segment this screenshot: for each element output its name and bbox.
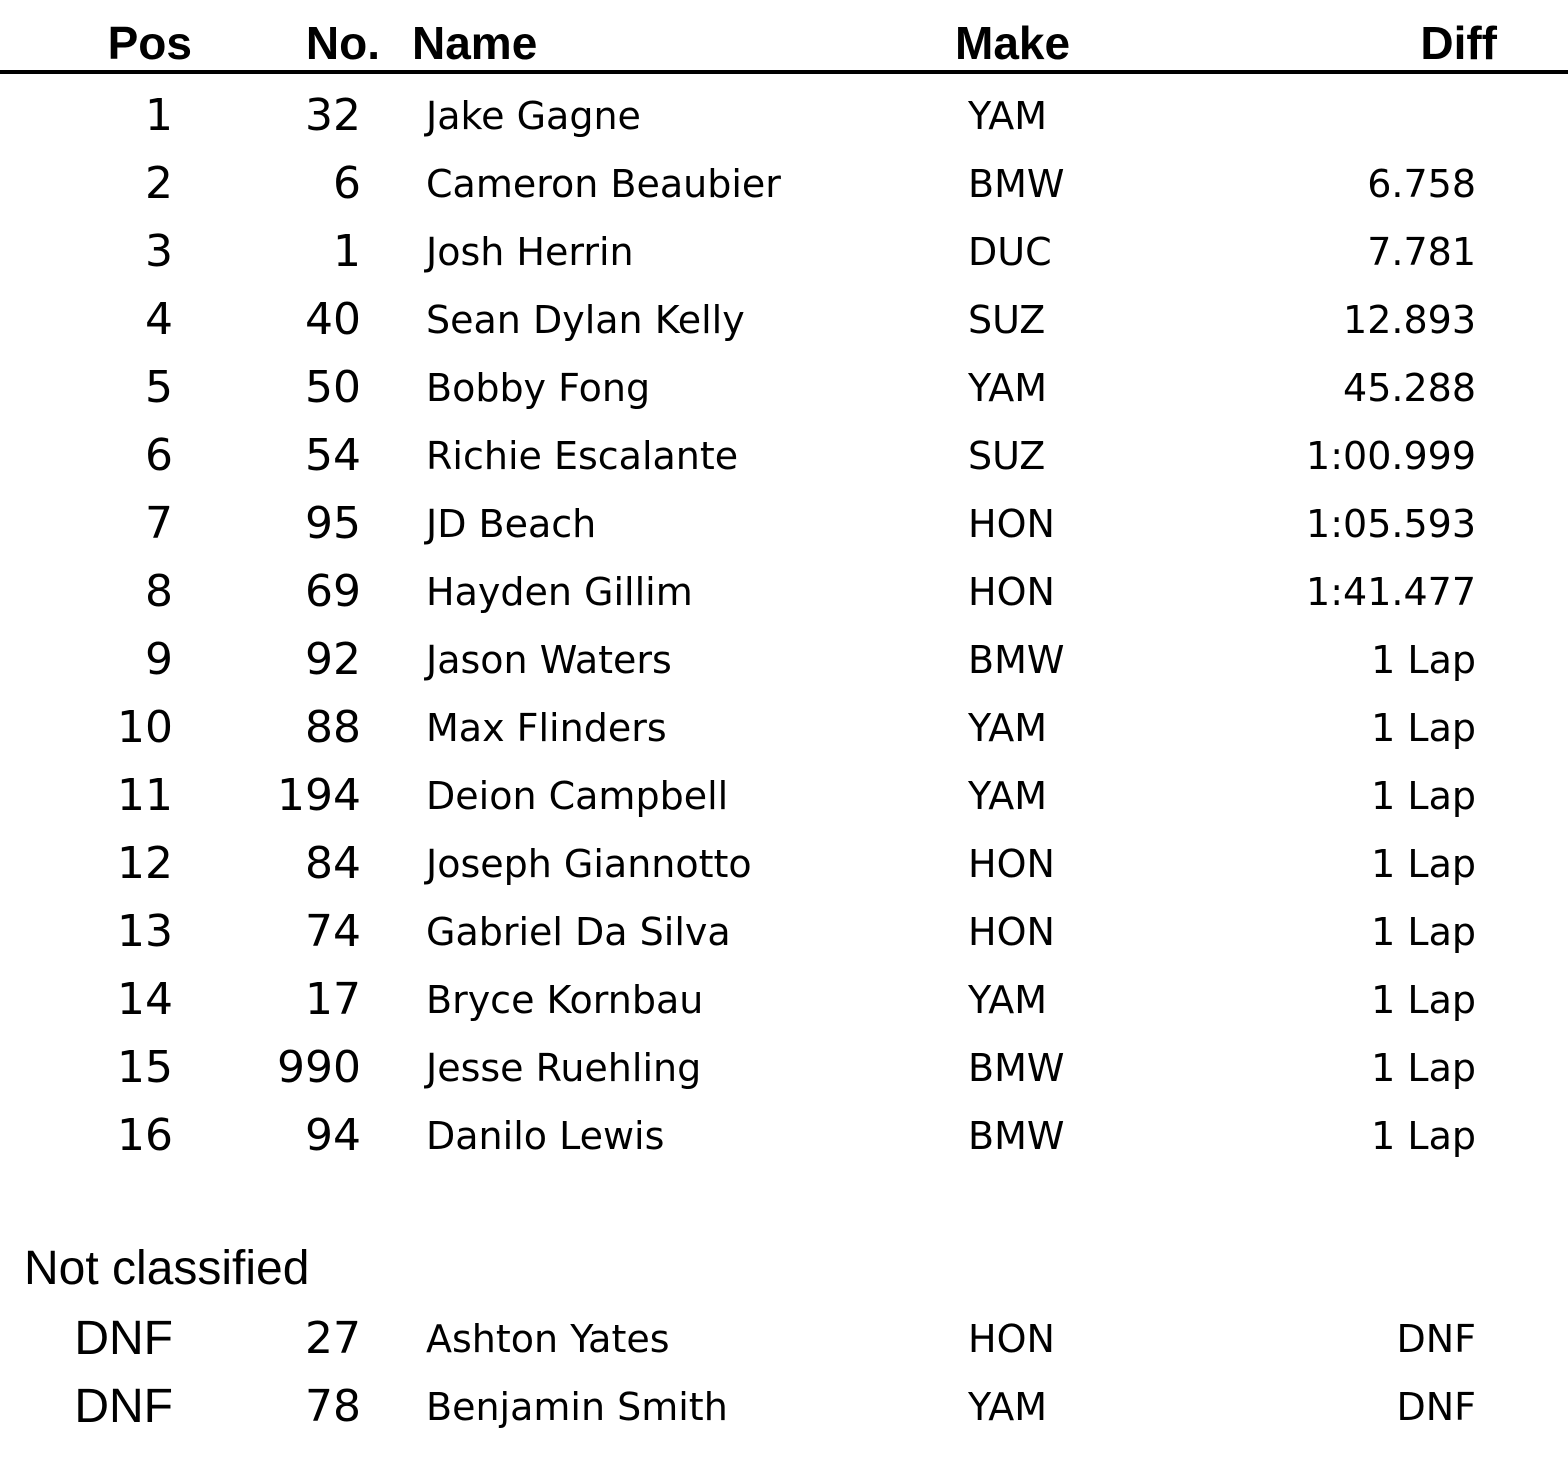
row-rider-name: Josh Herrin bbox=[426, 230, 634, 274]
row-make: YAM bbox=[968, 706, 1048, 750]
row-make: DUC bbox=[968, 230, 1052, 274]
row-rider-name: Gabriel Da Silva bbox=[426, 910, 731, 954]
row-make: BMW bbox=[968, 1046, 1065, 1090]
table-row bbox=[0, 898, 1568, 966]
row-number: 27 bbox=[305, 1313, 361, 1364]
row-pos: 12 bbox=[117, 838, 173, 889]
row-make: BMW bbox=[968, 1114, 1065, 1158]
row-diff: DNF bbox=[1396, 1317, 1476, 1361]
row-rider-name: Richie Escalante bbox=[426, 434, 739, 478]
table-row bbox=[0, 1305, 1568, 1373]
row-rider-name: Danilo Lewis bbox=[426, 1114, 665, 1158]
row-make: HON bbox=[968, 842, 1055, 886]
row-diff: 45.288 bbox=[1343, 366, 1476, 410]
table-row bbox=[0, 354, 1568, 422]
row-rider-name: Deion Campbell bbox=[426, 774, 729, 818]
row-make: SUZ bbox=[968, 298, 1046, 342]
row-rider-name: Jake Gagne bbox=[426, 94, 641, 138]
row-number: 92 bbox=[305, 634, 361, 685]
header-pos: Pos bbox=[107, 17, 192, 69]
row-number: 990 bbox=[277, 1042, 361, 1093]
row-rider-name: Ashton Yates bbox=[426, 1317, 670, 1361]
row-diff: 1 Lap bbox=[1371, 706, 1476, 750]
table-row bbox=[0, 1373, 1568, 1441]
row-number: 94 bbox=[305, 1110, 361, 1161]
row-pos: 8 bbox=[145, 566, 173, 617]
row-diff: 1:05.593 bbox=[1306, 502, 1476, 546]
row-pos: 1 bbox=[145, 90, 173, 141]
table-row bbox=[0, 286, 1568, 354]
row-pos: 2 bbox=[145, 158, 173, 209]
row-diff: 12.893 bbox=[1343, 298, 1476, 342]
table-row bbox=[0, 830, 1568, 898]
row-pos: 10 bbox=[117, 702, 173, 753]
row-pos: 5 bbox=[145, 362, 173, 413]
row-rider-name: JD Beach bbox=[426, 502, 597, 546]
row-rider-name: Hayden Gillim bbox=[426, 570, 693, 614]
row-make: SUZ bbox=[968, 434, 1046, 478]
row-make: HON bbox=[968, 910, 1055, 954]
row-number: 95 bbox=[305, 498, 361, 549]
row-pos: 15 bbox=[117, 1042, 173, 1093]
row-number: 74 bbox=[305, 906, 361, 957]
row-pos: 3 bbox=[145, 226, 173, 277]
row-number: 40 bbox=[305, 294, 361, 345]
row-rider-name: Benjamin Smith bbox=[426, 1385, 728, 1429]
row-make: YAM bbox=[968, 1385, 1048, 1429]
row-make: YAM bbox=[968, 94, 1048, 138]
row-make: HON bbox=[968, 570, 1055, 614]
row-rider-name: Joseph Giannotto bbox=[426, 842, 752, 886]
row-pos: DNF bbox=[74, 1380, 173, 1433]
row-diff: 1 Lap bbox=[1371, 1114, 1476, 1158]
table-header bbox=[0, 0, 1568, 74]
not-classified-title: Not classified bbox=[24, 1242, 310, 1295]
row-diff: 1 Lap bbox=[1371, 1046, 1476, 1090]
row-number: 32 bbox=[305, 90, 361, 141]
row-number: 50 bbox=[305, 362, 361, 413]
row-number: 54 bbox=[305, 430, 361, 481]
header-name: Name bbox=[412, 17, 538, 69]
table-row bbox=[0, 422, 1568, 490]
row-make: YAM bbox=[968, 978, 1048, 1022]
row-rider-name: Jason Waters bbox=[426, 638, 672, 682]
row-make: HON bbox=[968, 502, 1055, 546]
row-number: 6 bbox=[333, 158, 361, 209]
row-diff: 6.758 bbox=[1367, 162, 1476, 206]
row-make: BMW bbox=[968, 638, 1065, 682]
row-diff: 1 Lap bbox=[1371, 638, 1476, 682]
row-diff: 1:00.999 bbox=[1306, 434, 1476, 478]
row-rider-name: Cameron Beaubier bbox=[426, 162, 781, 206]
row-pos: 13 bbox=[117, 906, 173, 957]
row-make: YAM bbox=[968, 774, 1048, 818]
row-number: 78 bbox=[305, 1381, 361, 1432]
table-row bbox=[0, 1034, 1568, 1102]
row-number: 194 bbox=[277, 770, 361, 821]
row-pos: DNF bbox=[74, 1312, 173, 1365]
row-diff: DNF bbox=[1396, 1385, 1476, 1429]
row-pos: 9 bbox=[145, 634, 173, 685]
header-make: Make bbox=[955, 17, 1071, 69]
table-row bbox=[0, 150, 1568, 218]
row-rider-name: Jesse Ruehling bbox=[426, 1046, 702, 1090]
table-row bbox=[0, 694, 1568, 762]
row-pos: 14 bbox=[117, 974, 173, 1025]
row-pos: 7 bbox=[145, 498, 173, 549]
table-row bbox=[0, 762, 1568, 830]
header-no: No. bbox=[305, 17, 380, 69]
row-rider-name: Bobby Fong bbox=[426, 366, 651, 410]
row-rider-name: Max Flinders bbox=[426, 706, 667, 750]
table-row bbox=[0, 966, 1568, 1034]
row-pos: 11 bbox=[117, 770, 173, 821]
row-pos: 16 bbox=[117, 1110, 173, 1161]
row-rider-name: Bryce Kornbau bbox=[426, 978, 704, 1022]
row-number: 88 bbox=[305, 702, 361, 753]
row-number: 17 bbox=[305, 974, 361, 1025]
row-diff: 1 Lap bbox=[1371, 842, 1476, 886]
row-make: BMW bbox=[968, 162, 1065, 206]
table-row bbox=[0, 82, 1568, 150]
row-pos: 6 bbox=[145, 430, 173, 481]
table-row bbox=[0, 626, 1568, 694]
row-number: 84 bbox=[305, 838, 361, 889]
row-make: YAM bbox=[968, 366, 1048, 410]
row-diff: 1:41.477 bbox=[1306, 570, 1476, 614]
row-diff: 7.781 bbox=[1367, 230, 1476, 274]
row-diff: 1 Lap bbox=[1371, 910, 1476, 954]
row-rider-name: Sean Dylan Kelly bbox=[426, 298, 745, 342]
row-number: 1 bbox=[333, 226, 361, 277]
row-make: HON bbox=[968, 1317, 1055, 1361]
header-diff: Diff bbox=[1420, 17, 1497, 69]
row-pos: 4 bbox=[145, 294, 173, 345]
row-number: 69 bbox=[305, 566, 361, 617]
row-diff: 1 Lap bbox=[1371, 978, 1476, 1022]
table-row bbox=[0, 490, 1568, 558]
table-row bbox=[0, 218, 1568, 286]
table-row bbox=[0, 1102, 1568, 1170]
row-diff: 1 Lap bbox=[1371, 774, 1476, 818]
table-row bbox=[0, 558, 1568, 626]
